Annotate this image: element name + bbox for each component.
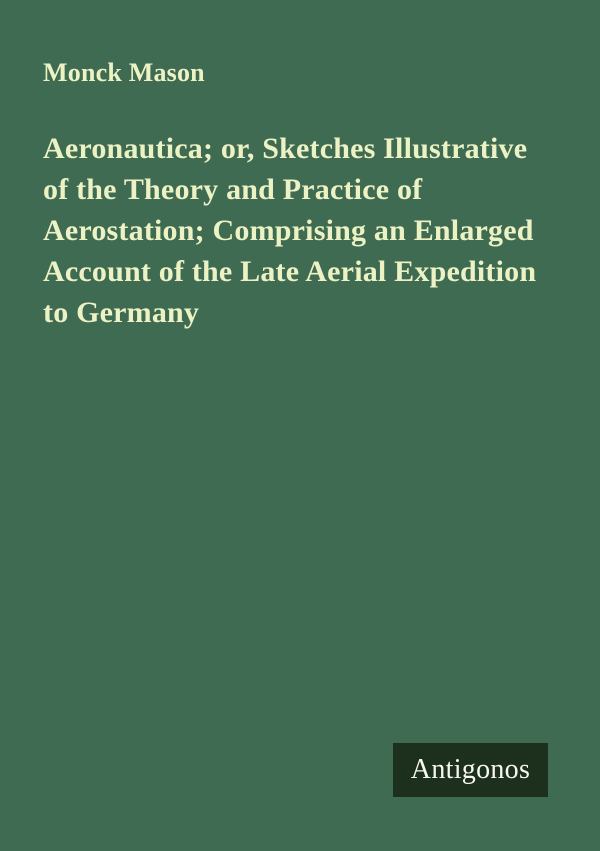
title-line: Account of the Late Aerial Expedition xyxy=(43,255,537,288)
book-title xyxy=(43,128,573,333)
title-line: Aerostation; Comprising an Enlarged xyxy=(43,214,534,247)
title-line: to Germany xyxy=(43,296,200,329)
title-line: of the Theory and Practice of xyxy=(43,173,423,206)
author-name: Monck Mason xyxy=(43,58,205,87)
title-line: Aeronautica; or, Sketches Illustrative xyxy=(43,132,528,165)
publisher-logo xyxy=(393,743,548,797)
publisher-name: Antigonos xyxy=(410,754,531,785)
